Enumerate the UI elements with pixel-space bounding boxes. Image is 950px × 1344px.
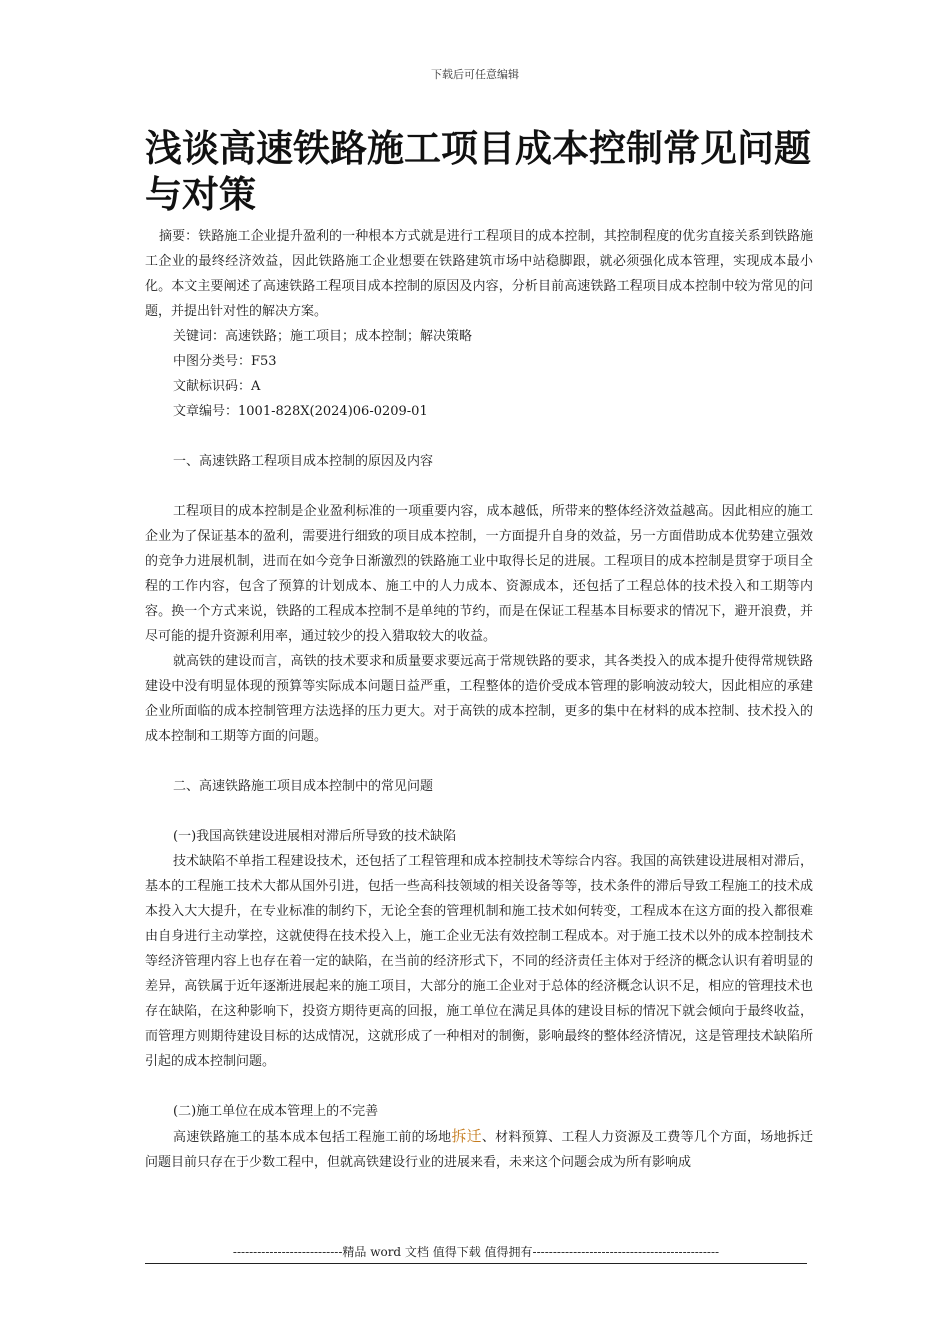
section1-heading: 一、高速铁路工程项目成本控制的原因及内容 — [173, 454, 434, 469]
article-body — [145, 224, 813, 1175]
section1-paragraph-1: 工程项目的成本控制是企业盈利标准的一项重要内容，成本越低，所带来的整体经济效益越高。因此相应的施工企业为了保证基本的盈利，需要进行细致的项目成本控制，一方面提升自身的效益，另一方面借助成本优势建立强效的竞争力进展机制，进而在如今竞争日渐激烈的铁路施工业中取得长足的进展。工程项目的成本控制是贯穿于项目全程的工作内容，包含了预算的计划成本、施工中的人力成本、资源成本，还包括了工程总体的技术投入和工期等内容。换一个方式来说，铁路的工程成本控制不是单纯的节约，而是在保证工程基本目标要求的情况下，避开浪费，并尽可能的提升资源利用率，通过较少的投入猎取较大的收益。 — [145, 504, 813, 644]
page-header: 下载后可任意编辑 — [431, 68, 519, 81]
keywords: 关键词：高速铁路；施工项目；成本控制；解决策略 — [173, 329, 473, 344]
subsection2-heading: (二)施工单位在成本管理上的不完善 — [173, 1104, 379, 1119]
subsection2-paragraph — [145, 1124, 813, 1175]
section1-paragraph-2: 就高铁的建设而言，高铁的技术要求和质量要求要远高于常规铁路的要求，其各类投入的成本提升使得常规铁路建设中没有明显体现的预算等实际成本问题日益严重，工程整体的造价受成本管理的影响波动较大，因此相应的承建企业所面临的成本控制管理方法选择的压力更大。对于高铁的成本控制，更多的集中在材料的成本控制、技术投入的成本控制和工期等方面的问题。 — [145, 654, 813, 744]
spacer — [145, 799, 813, 824]
article-number: 文章编号：1001-828X(2024)06-0209-01 — [173, 404, 428, 419]
spacer — [145, 474, 813, 499]
spacer — [145, 424, 813, 449]
classification-number: 中图分类号：F53 — [173, 354, 277, 369]
page-footer: ---------------------------精品 word 文档 值得下载 值得拥有---------------------------------------------- — [232, 1245, 720, 1259]
subsection1-heading: (一)我国高铁建设进展相对滞后所导致的技术缺陷 — [173, 829, 457, 844]
subsection1-paragraph: 技术缺陷不单指工程建设技术，还包括了工程管理和成本控制技术等综合内容。我国的高铁建设进展相对滞后，基本的工程施工技术大都从国外引进，包括一些高科技领域的相关设备等等，技术条件的滞后导致工程施工的技术成本投入大大提升，在专业标准的制约下，无论全套的管理机制和施工技术如何转变，工程成本在这方面的投入都很难由自身进行主动掌控，这就使得在技术投入上，施工企业无法有效控制工程成本。对于施工技术以外的成本控制技术等经济管理内容上也存在着一定的缺陷，在当前的经济形式下，不同的经济责任主体对于经济的概念认识有着明显的差异，高铁属于近年逐渐进展起来的施工项目，大部分的施工企业对于总体的经济概念认识不足，相应的管理技术也存在缺陷，在这种影响下，投资方期待更高的回报，施工单位在满足具体的建设目标的情况下就会倾向于最终收益，而管理方则期待建设目标的达成情况，这就形成了一种相对的制衡，影响最终的整体经济情况，这是管理技术缺陷所引起的成本控制问题。 — [145, 854, 813, 1069]
document-code: 文献标识码：A — [173, 379, 261, 394]
abstract: 摘要：铁路施工企业提升盈利的一种根本方式就是进行工程项目的成本控制，其控制程度的优劣直接关系到铁路施工企业的最终经济效益，因此铁路施工企业想要在铁路建筑市场中站稳脚跟，就必须强化成本管理，实现成本最小化。本文主要阐述了高速铁路工程项目成本控制的原因及内容，分析目前高速铁路工程项目成本控制中较为常见的问题，并提出针对性的解决方案。 — [145, 229, 813, 319]
article-title: 浅谈高速铁路施工项目成本控制常见问题与对策 — [145, 127, 811, 216]
footer-rule — [145, 1263, 807, 1264]
spacer — [145, 1074, 813, 1099]
section2-heading: 二、高速铁路施工项目成本控制中的常见问题 — [173, 779, 434, 794]
spacer — [145, 749, 813, 774]
paragraph-text: 、材料预算、工程人力资源及工费等几个方面，场地拆迁问题目前只存在于少数工程中，但就高铁建设行业的进展来看，未来这个问题会成为所有影响成 — [145, 1130, 813, 1170]
highlighted-term: 拆迁 — [451, 1127, 482, 1145]
paragraph-text: 高速铁路施工的基本成本包括工程施工前的场地 — [173, 1130, 452, 1145]
